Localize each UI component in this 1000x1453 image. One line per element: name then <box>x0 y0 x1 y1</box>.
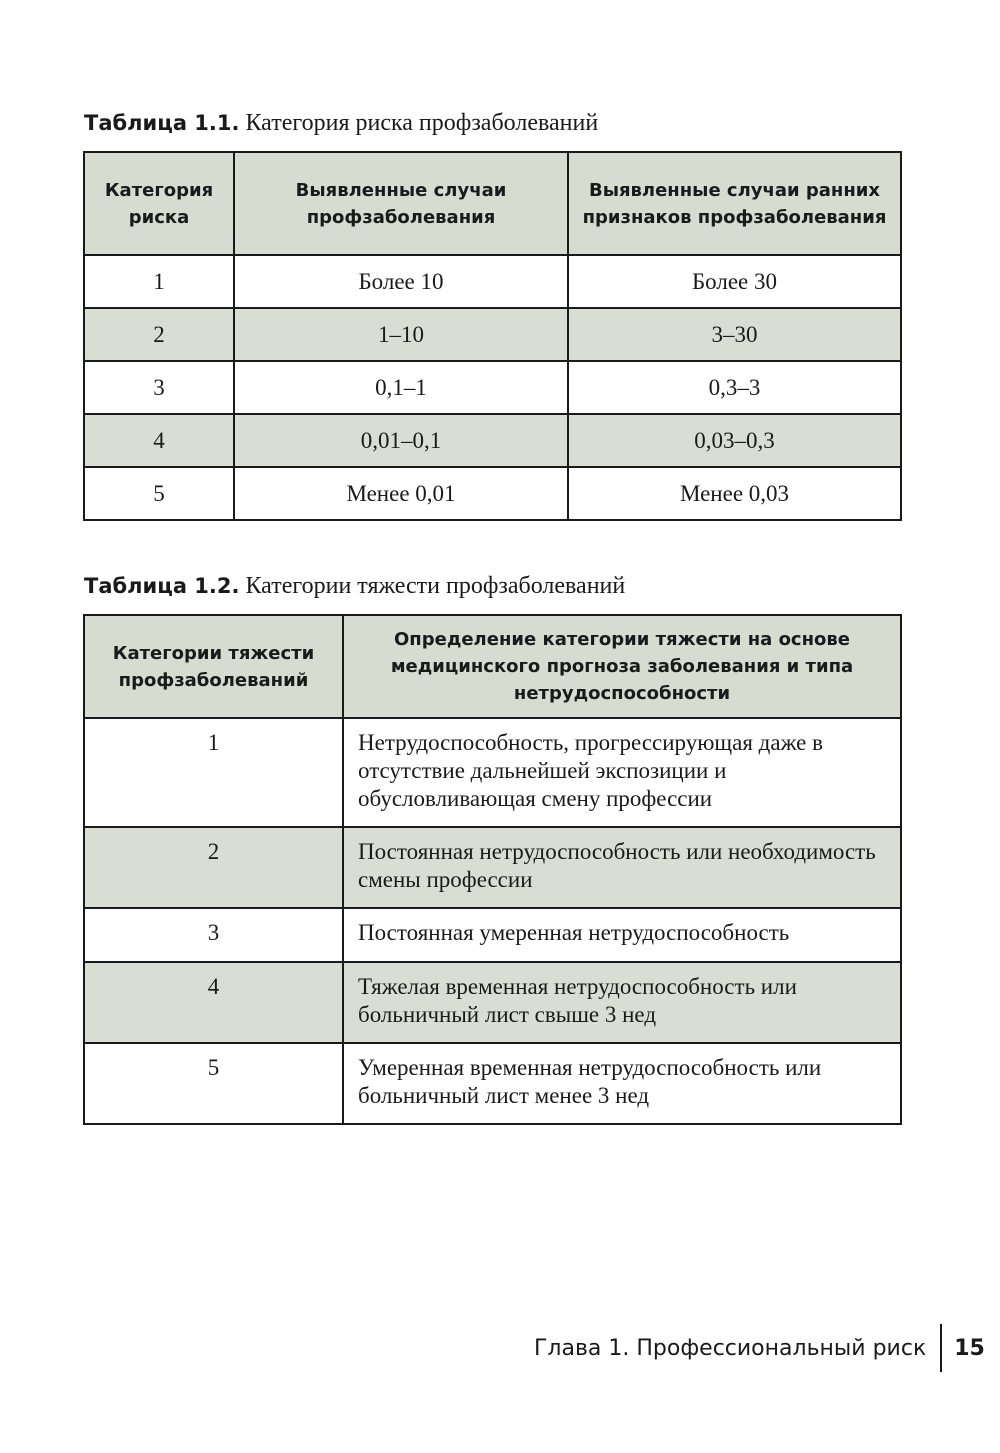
table-1-caption-text: Категория риска профзаболеваний <box>245 110 599 136</box>
table-cell: 0,03–0,3 <box>568 414 901 467</box>
table-cell: Постоянная умеренная нетрудоспособность <box>343 908 901 962</box>
table-cell: Умеренная временная нетрудоспособность или больничный лист менее 3 нед <box>343 1043 901 1124</box>
table-cell: 5 <box>84 467 234 520</box>
table-header-row <box>84 152 901 255</box>
table-cell: 0,01–0,1 <box>234 414 568 467</box>
risk-category-table <box>83 151 902 521</box>
table-header-row <box>84 615 901 718</box>
table-2-caption-label: Таблица 1.2. <box>84 574 240 598</box>
column-header: Категории тяжести профзаболеваний <box>84 615 343 718</box>
table-cell: 3 <box>84 908 343 962</box>
table-cell: Менее 0,03 <box>568 467 901 520</box>
table-row <box>84 908 901 962</box>
column-header: Категория риска <box>84 152 234 255</box>
table-cell: 5 <box>84 1043 343 1124</box>
chapter-title: Глава 1. Профессиональный риск <box>534 1335 927 1361</box>
table-cell: 1 <box>84 718 343 827</box>
page-number: 15 <box>954 1335 985 1361</box>
table-cell: 0,1–1 <box>234 361 568 414</box>
table-cell: 4 <box>84 962 343 1043</box>
table-row <box>84 255 901 308</box>
table-row <box>84 962 901 1043</box>
table-cell: 2 <box>84 827 343 908</box>
column-header: Выявленные случаи ранних признаков профзаболевания <box>568 152 901 255</box>
table-2-caption-text: Категории тяжести профзаболеваний <box>245 573 626 599</box>
table-cell: 2 <box>84 308 234 361</box>
table-cell: 1–10 <box>234 308 568 361</box>
table-cell: Более 30 <box>568 255 901 308</box>
table-row <box>84 718 901 827</box>
footer-divider <box>940 1324 942 1372</box>
table-row <box>84 308 901 361</box>
table-cell: 3 <box>84 361 234 414</box>
table-cell: Постоянная нетрудоспособность или необходимость смены профессии <box>343 827 901 908</box>
table-row <box>84 1043 901 1124</box>
table-row <box>84 414 901 467</box>
table-cell: 3–30 <box>568 308 901 361</box>
page-footer <box>534 1324 985 1372</box>
table-cell: Тяжелая временная нетрудоспособность или больничный лист свыше 3 нед <box>343 962 901 1043</box>
column-header: Определение категории тяжести на основе медицинского прогноза заболевания и типа нетрудоспособности <box>343 615 901 718</box>
table-cell: 4 <box>84 414 234 467</box>
table-2-caption <box>84 573 625 600</box>
column-header: Выявленные случаи профзаболевания <box>234 152 568 255</box>
table-cell: Более 10 <box>234 255 568 308</box>
table-row <box>84 827 901 908</box>
severity-category-table <box>83 614 902 1125</box>
table-cell: 1 <box>84 255 234 308</box>
table-1-caption-label: Таблица 1.1. <box>84 111 240 135</box>
table-1-caption <box>84 110 598 137</box>
table-row <box>84 467 901 520</box>
table-cell: Нетрудоспособность, прогрессирующая даже в отсутствие дальнейшей экспозиции и обусловливающая смену профессии <box>343 718 901 827</box>
table-cell: Менее 0,01 <box>234 467 568 520</box>
table-cell: 0,3–3 <box>568 361 901 414</box>
table-row <box>84 361 901 414</box>
